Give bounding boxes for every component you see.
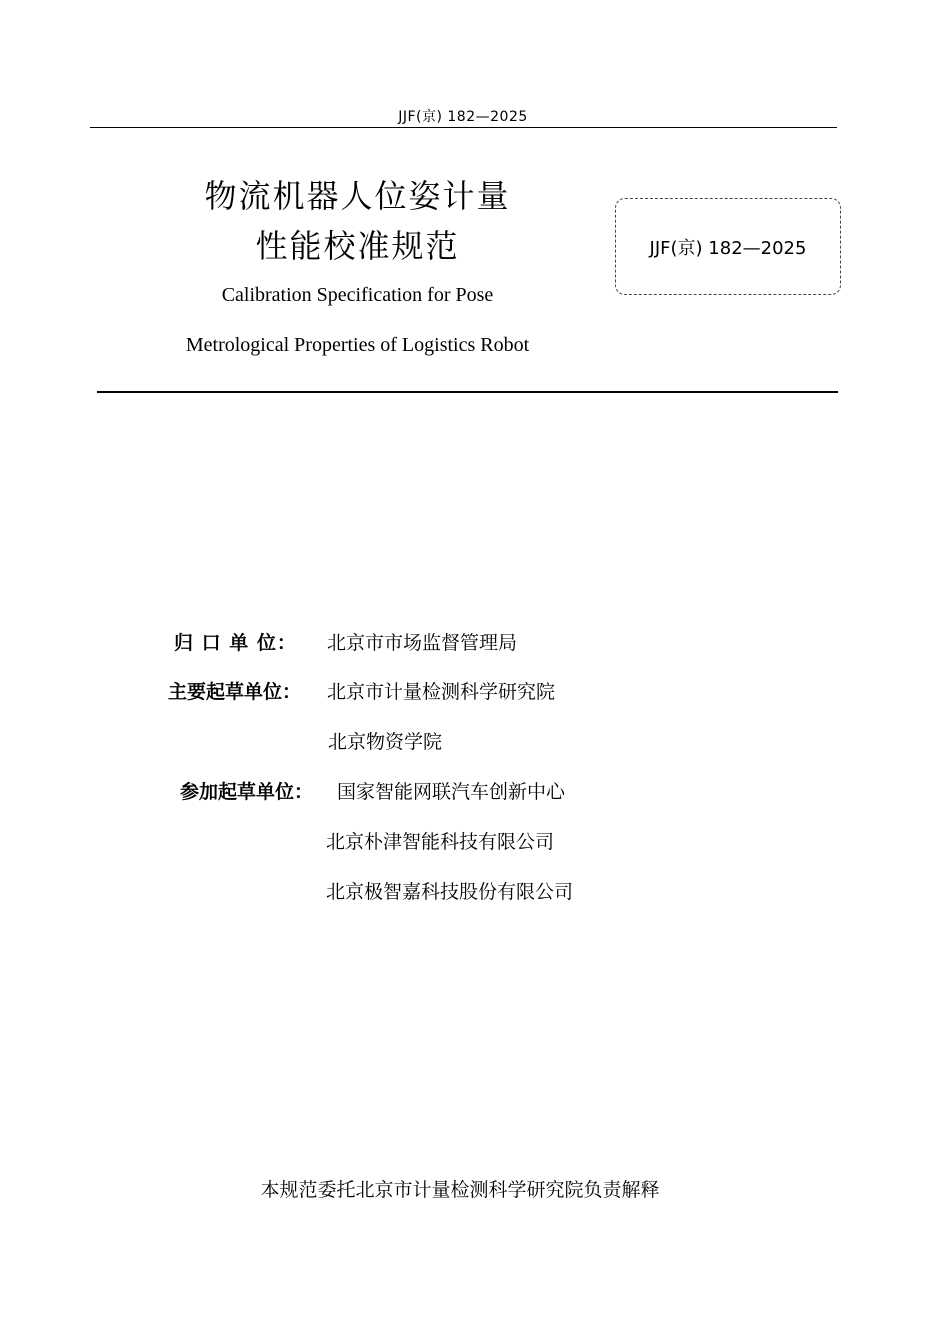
running-header-code: JJF(京) 182—2025 (398, 109, 528, 125)
main-drafters-label: 主要起草单位： (168, 681, 302, 703)
standard-code-box (615, 198, 841, 295)
interpretation-note: 本规范委托北京市计量检测科学研究院负责解释 (260, 1179, 660, 1201)
responsible-unit-label: 归 口 单 位： (174, 632, 297, 654)
participating-drafters-label: 参加起草单位： (180, 781, 314, 803)
standard-code: JJF(京) 182—2025 (649, 237, 807, 259)
main-drafter-2: 北京物资学院 (328, 731, 443, 753)
title-en-line2: Metrological Properties of Logistics Robot (185, 334, 530, 356)
participating-drafter-1: 国家智能网联汽车创新中心 (337, 781, 566, 803)
header-rule (90, 127, 837, 128)
responsible-unit-value: 北京市市场监督管理局 (327, 632, 518, 654)
title-cn-line1: 物流机器人位姿计量 (204, 177, 511, 215)
title-cn-line2: 性能校准规范 (255, 227, 460, 265)
participating-drafter-3: 北京极智嘉科技股份有限公司 (326, 881, 574, 903)
title-rule (97, 391, 838, 393)
participating-drafter-2: 北京朴津智能科技有限公司 (326, 831, 555, 853)
main-drafter-1: 北京市计量检测科学研究院 (327, 681, 556, 703)
title-en-line1: Calibration Specification for Pose (221, 284, 494, 306)
